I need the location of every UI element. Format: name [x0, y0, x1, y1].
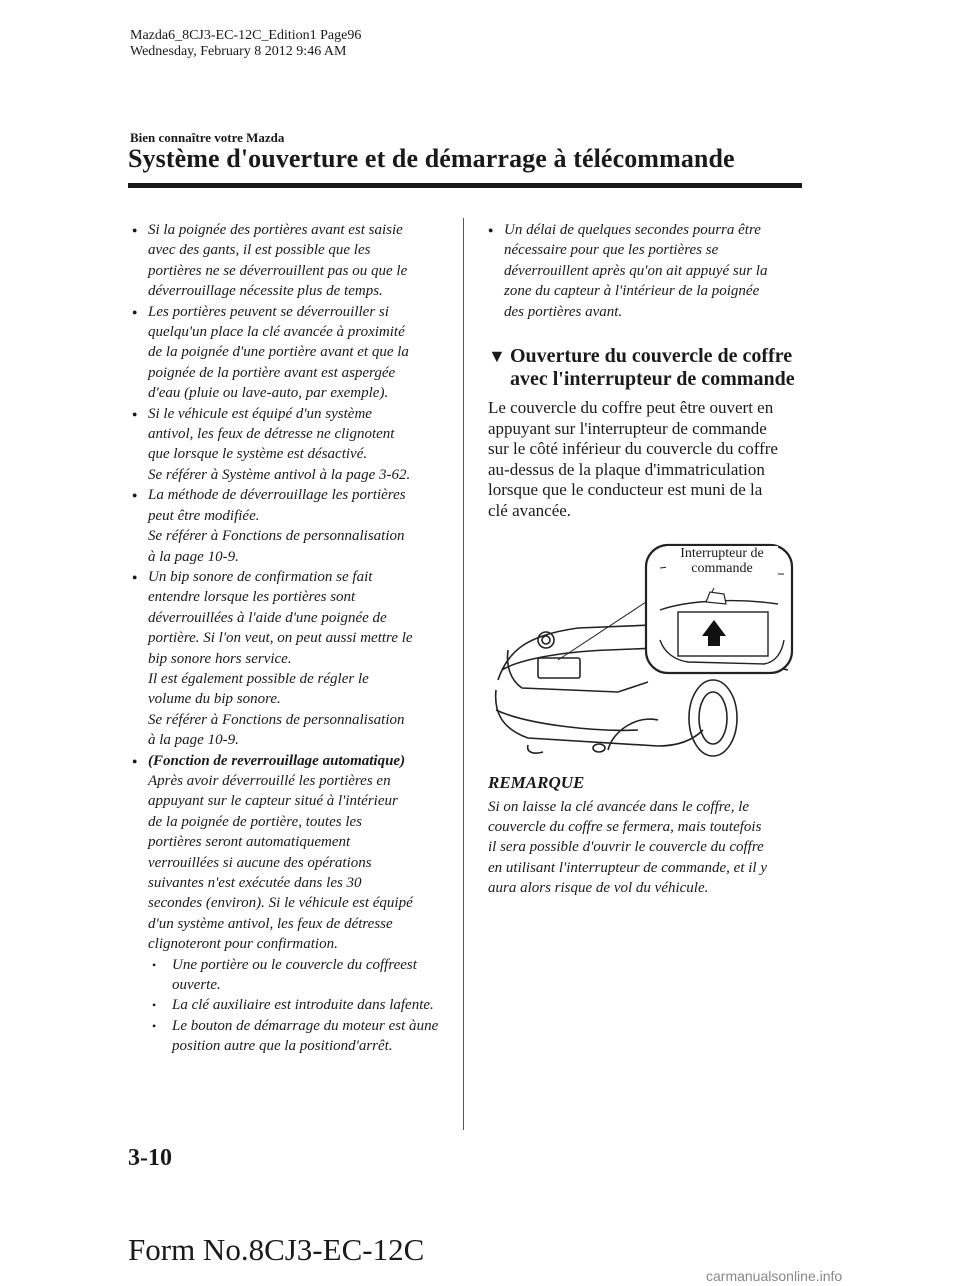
remark-line: couvercle du coffre se fermera, mais toutefois [488, 819, 762, 836]
paragraph-line: appuyant sur l'interrupteur de commande [488, 418, 767, 438]
list-item [488, 220, 800, 322]
text-line: zone du capteur à l'intérieur de la poignée [504, 283, 760, 300]
text-line: déverrouillées à l'aide d'une poignée de [148, 609, 387, 626]
remark-line: il sera possible d'ouvrir le couvercle du coffre [488, 839, 764, 856]
list-item [132, 302, 442, 404]
page-number: 3-10 [128, 1145, 172, 1171]
text-line: des portières avant. [504, 303, 623, 320]
text-line: de la poignée de portière, toutes les [148, 813, 362, 830]
text-line: d'un système antivol, les feux de détresse [148, 915, 393, 932]
text-line: poignée de la portière avant est aspergée [148, 364, 396, 381]
print-header-line2: Wednesday, February 8 2012 9:46 AM [130, 44, 347, 59]
text-line: secondes (environ). Si le véhicule est équipé [148, 895, 413, 912]
paragraph-line: clé avancée. [488, 500, 572, 520]
paragraph-line: au-dessus de la plaque d'immatriculation [488, 459, 765, 479]
bullet-dot-icon: ● [488, 225, 494, 235]
text-line: verrouillées si aucune des opérations [148, 854, 372, 871]
text-line: peut être modifiée. [148, 507, 260, 524]
page-title: Système d'ouverture et de démarrage à télécommande [128, 144, 735, 173]
list-item [132, 1016, 442, 1057]
text-line: Se référer à Système antivol à la page 3-62. [148, 466, 411, 483]
callout-label [666, 546, 778, 576]
text-line: une position autre que la position [172, 1017, 439, 1055]
text-line: de la poignée d'une portière avant et que la [148, 344, 409, 361]
text-line: que lorsque le système est désactivé. [148, 446, 368, 463]
trunk-illustration [488, 540, 794, 780]
callout-label-line1: Interrupteur de [680, 546, 764, 561]
list-item [132, 567, 442, 751]
text-line: Un délai de quelques secondes pourra être [504, 222, 761, 238]
bullet-dot-icon: ● [132, 490, 138, 501]
text-line: d'arrêt. [348, 1038, 393, 1055]
remark-line: en utilisant l'interrupteur de commande, et il y [488, 859, 767, 876]
sub-bullet-icon: • [152, 998, 157, 1013]
text-line: d'eau (pluie ou lave-auto, par exemple). [148, 385, 389, 402]
text-line: entendre lorsque les portières sont [148, 589, 356, 606]
text-line: appuyant sur le capteur situé à l'intérieur [148, 793, 398, 810]
text-line: Un bip sonore de confirmation se fait [148, 568, 373, 585]
section-label: Bien connaître votre Mazda [130, 130, 285, 145]
bullet-dot-icon: ● [132, 755, 138, 766]
text-line: Les portières peuvent se déverrouiller si [148, 303, 389, 320]
text-line: Se référer à Fonctions de personnalisation [148, 711, 405, 728]
text-line: Si la poignée des portières avant est saisie [148, 222, 403, 238]
text-line: La méthode de déverrouillage les portières [148, 487, 406, 504]
title-rule [128, 183, 802, 188]
print-header [130, 28, 361, 60]
text-line: est ouverte. [172, 956, 417, 994]
text-line: Si le véhicule est équipé d'un système [148, 405, 372, 422]
text-line: suivantes n'est exécutée dans les 30 [148, 875, 362, 891]
remark-line: Si on laisse la clé avancée dans le coffre, le [488, 799, 750, 815]
triangle-down-icon: ▼ [488, 346, 506, 366]
list-item-heading: (Fonction de reverrouillage automatique) [148, 752, 406, 769]
column-divider [463, 218, 464, 1130]
bullet-dot-icon: ● [132, 408, 138, 419]
text-line: Le bouton de démarrage du moteur est à [172, 1017, 417, 1034]
text-line: déverrouillage nécessite plus de temps. [148, 283, 383, 300]
callout-label-line2: commande [691, 561, 753, 576]
sub-bullet-icon: • [152, 957, 157, 972]
list-item [132, 485, 442, 567]
text-line: portières ne se déverrouillent pas ou que le [148, 262, 408, 279]
remark-line: aura alors risque de vol du véhicule. [488, 879, 709, 896]
text-line: quelqu'un place la clé avancée à proximité [148, 324, 405, 341]
text-line: Après avoir déverrouillé les portières en [148, 772, 391, 789]
text-line: bip sonore hors service. [148, 650, 292, 667]
left-column [132, 220, 442, 1057]
text-line: déverrouillent après qu'on ait appuyé sur la [504, 262, 768, 279]
print-header-line1: Mazda6_8CJ3-EC-12C_Edition1 Page96 [130, 28, 362, 43]
text-line: Une portière ou le couvercle du coffre [172, 956, 401, 973]
car-rear-drawing [488, 540, 794, 780]
sub-bullet-icon: • [152, 1018, 157, 1033]
watermark: carmanualsonline.info [706, 1268, 843, 1284]
subheading-line1: Ouverture du couvercle de coffre [510, 345, 793, 367]
paragraph-line: Le couvercle du coffre peut être ouvert en [488, 398, 774, 417]
form-number: Form No.8CJ3-EC-12C [128, 1232, 425, 1267]
text-line: Il est également possible de régler le [148, 670, 369, 687]
right-column-note [488, 220, 800, 322]
list-item [132, 995, 442, 1015]
text-line: La clé auxiliaire est introduite dans la [172, 997, 401, 1014]
text-line: Se référer à Fonctions de personnalisation [148, 528, 405, 545]
text-line: fente. [400, 997, 434, 1014]
callout-line [558, 602, 646, 660]
list-item [132, 404, 442, 486]
text-line: clignoteront pour confirmation. [148, 936, 338, 953]
text-line: à la page 10-9. [148, 548, 239, 565]
remark-body [488, 797, 802, 898]
list-item [132, 220, 442, 302]
bullet-dot-icon: ● [132, 225, 138, 235]
text-line: à la page 10-9. [148, 732, 239, 749]
paragraph-line: lorsque que le conducteur est muni de la [488, 480, 763, 500]
bullet-dot-icon: ● [132, 571, 138, 582]
remark-title: REMARQUE [488, 773, 585, 792]
text-line: antivol, les feux de détresse ne clignotent [148, 426, 395, 443]
subheading-line2: avec l'interrupteur de commande [510, 368, 795, 390]
text-line: volume du bip sonore. [148, 691, 281, 708]
subheading [488, 345, 808, 391]
text-line: portières seront automatiquement [148, 834, 351, 851]
text-line: portière. Si l'on veut, on peut aussi mettre le [148, 630, 413, 647]
list-item [132, 751, 442, 955]
text-line: nécessaire pour que les portières se [504, 242, 719, 259]
paragraph-line: sur le côté inférieur du couvercle du coffre [488, 439, 778, 459]
list-item [132, 955, 442, 996]
body-paragraph [488, 398, 804, 522]
text-line: avec des gants, il est possible que les [148, 242, 371, 259]
bullet-dot-icon: ● [132, 306, 138, 317]
